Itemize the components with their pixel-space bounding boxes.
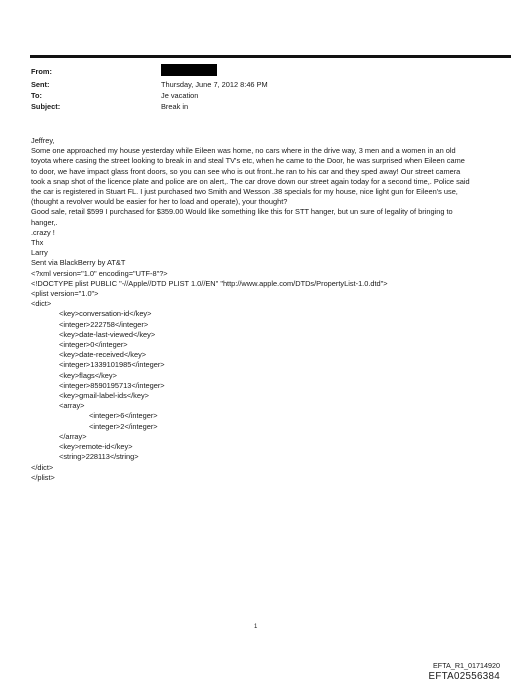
sent-value: Thursday, June 7, 2012 8:46 PM xyxy=(161,80,268,89)
xml-line: <key>conversation-id</key> xyxy=(59,309,152,319)
header-rule xyxy=(30,55,511,58)
xml-line: <integer>6</integer> xyxy=(89,411,158,421)
signature: Larry xyxy=(31,248,48,258)
from-label: From: xyxy=(31,67,52,76)
xml-declaration: <?xml version="1.0" encoding="UTF-8"?> xyxy=(31,268,168,278)
email-body xyxy=(31,136,471,483)
xml-plist-close: </plist> xyxy=(31,472,55,482)
xml-line: <integer>222758</integer> xyxy=(59,319,149,329)
xml-line: <key>gmail-label-ids</key> xyxy=(59,391,149,401)
sent-via-line: Sent via BlackBerry by AT&T xyxy=(31,258,126,268)
xml-line: <string>228113</string> xyxy=(59,452,139,462)
xml-line: <integer>8590195713</integer> xyxy=(59,380,165,390)
message-paragraph-2: Good sale, retail $599 I purchased for $359.00 Would like something like this for STT hanger, but un sure of legality of bringing to hanger,. xyxy=(31,207,453,227)
subject-label: Subject: xyxy=(31,102,61,111)
xml-line: <key>flags</key> xyxy=(59,370,117,380)
bates-number-1: EFTA_R1_01714920 xyxy=(433,661,500,670)
redaction-box xyxy=(161,64,217,76)
message-paragraph-1: Some one approached my house yesterday while Eileen was home, no cars where in the drive way, 3 men and a women in an old toyota where casing the street looking to break in and steal TV's etc, when he came to the Door, he was surprised when Eileen came to door, we have impact glass front doors, so you can see who is out front..he ran to his car and they sped away! Our street camera took a snap shot of the licence plate and police are on alert,. The car drove down our street again today for a second time,. Police said the car is registered in Stuart FL. I just purchased two Smith and Wesson .38 specials for my house, nice light gun for Eileen's use, (thought a revolver would be easier for her to load and operate), your thought? xyxy=(31,146,470,207)
xml-line: <integer>2</integer> xyxy=(89,421,158,431)
xml-line: <array> xyxy=(59,401,85,411)
xml-line: <key>date-received</key> xyxy=(59,350,147,360)
bates-number-2: EFTA02556384 xyxy=(428,671,500,682)
sent-label: Sent: xyxy=(31,80,50,89)
xml-line: </array> xyxy=(59,431,87,441)
xml-line: <integer>1339101985</integer> xyxy=(59,360,165,370)
to-label: To: xyxy=(31,91,42,100)
page-number: 1 xyxy=(254,624,258,630)
subject-value: Break in xyxy=(161,102,189,111)
xml-line: <key>remote-id</key> xyxy=(59,442,133,452)
thanks-line: Thx xyxy=(31,238,44,248)
xml-dict-close: </dict> xyxy=(31,462,54,472)
xml-line: <key>date-last-viewed</key> xyxy=(59,329,156,339)
xml-line: <integer>0</integer> xyxy=(59,340,128,350)
greeting: Jeffrey, xyxy=(31,136,55,145)
xml-doctype: <!DOCTYPE plist PUBLIC "-//Apple//DTD PLIST 1.0//EN" "http://www.apple.com/DTDs/PropertyList-1.0.dtd"> xyxy=(31,278,388,288)
crazy-line: .crazy ! xyxy=(31,227,55,237)
to-value: Je vacation xyxy=(161,91,199,100)
xml-plist-open: <plist version="1.0"> xyxy=(31,289,99,299)
xml-dict-open: <dict> xyxy=(31,299,52,309)
